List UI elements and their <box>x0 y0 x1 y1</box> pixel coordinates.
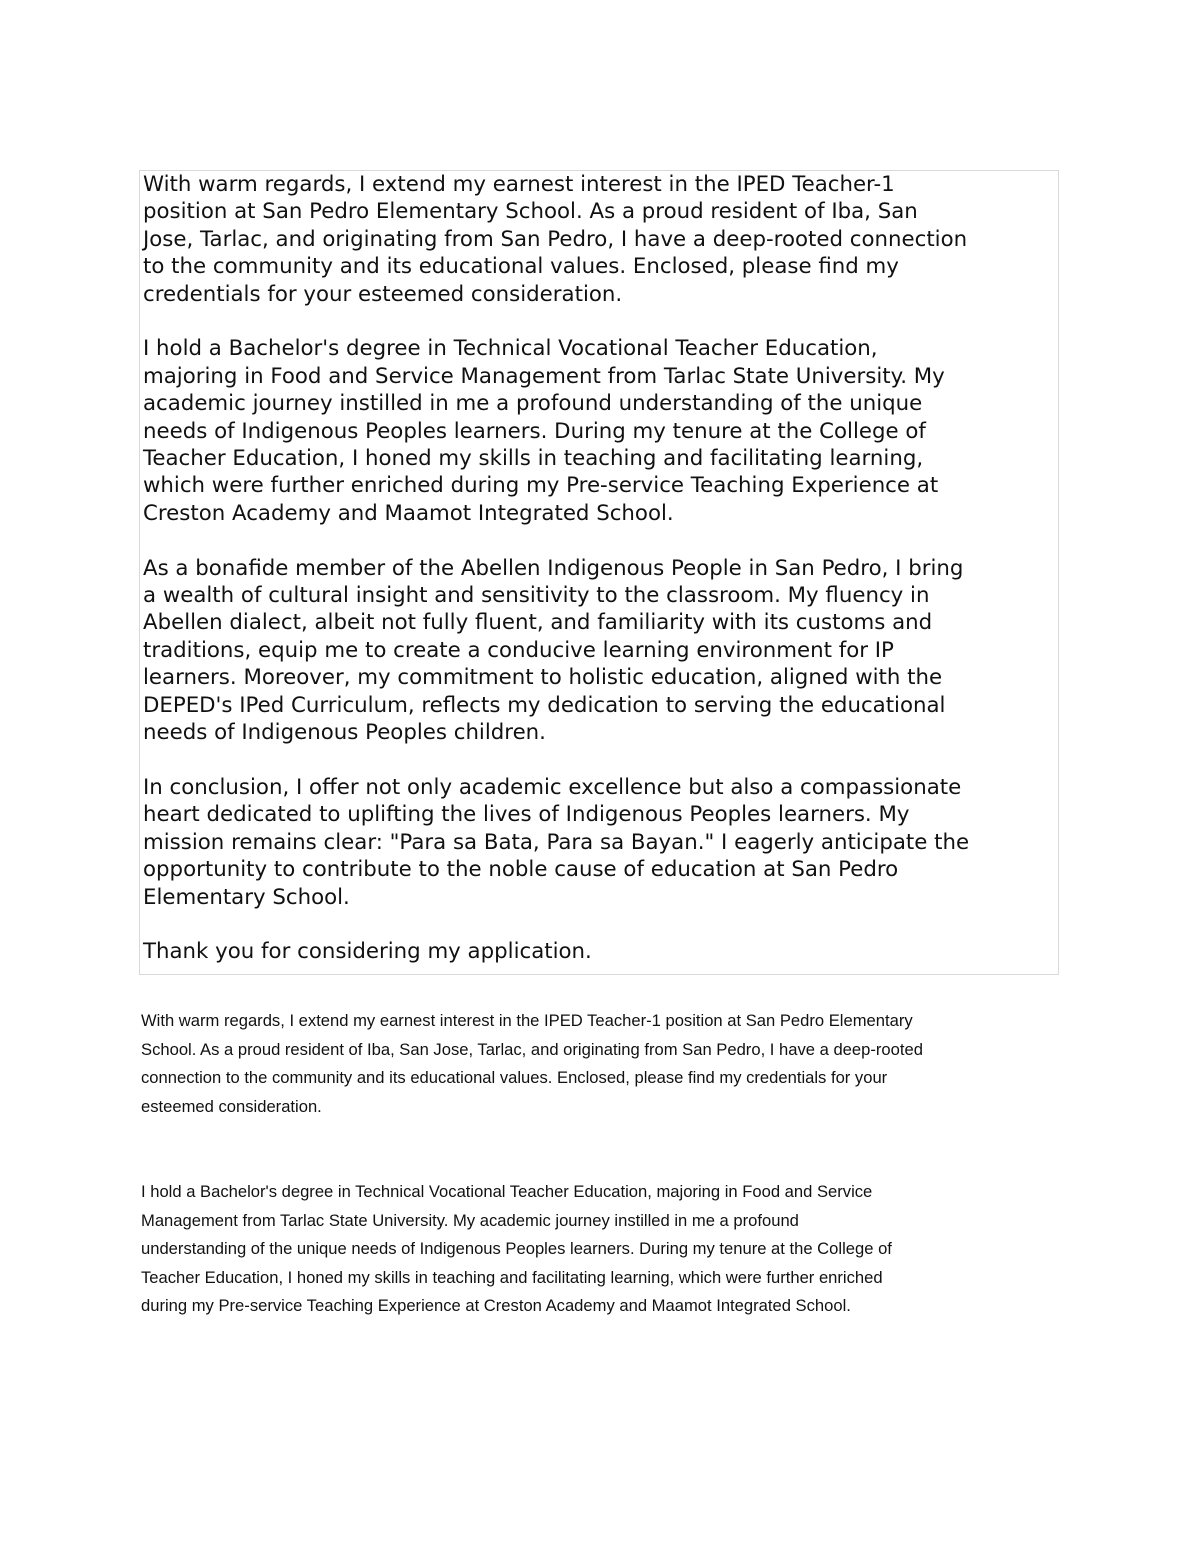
paragraph-introduction: With warm regards, I extend my earnest interest in the IPED Teacher-1 position at San Pedro Elementary School. As a proud resident of Iba, San Jose, Tarlac, and originating from San Pedro, I have a deep-rooted connection to the community and its educational values. Enclosed, please find my credentials for your esteemed consideration. <box>143 172 968 307</box>
body-paragraph-introduction: With warm regards, I extend my earnest interest in the IPED Teacher-1 position at San Pedro Elementary School. As a proud resident of Iba, San Jose, Tarlac, and originating from San Pedro, I have a deep-rooted connection to the community and its educational values. Enclosed, please find my credentials for your esteemed consideration. <box>141 1011 923 1116</box>
paragraph-conclusion: In conclusion, I offer not only academic excellence but also a compassionate heart dedicated to uplifting the lives of Indigenous Peoples learners. My mission remains clear: "Para sa Bata, Para sa Bayan." I eagerly anticipate the opportunity to contribute to the noble cause of education at San Pedro Elementary School. <box>143 774 970 910</box>
body-paragraph-education: I hold a Bachelor's degree in Technical Vocational Teacher Education, majoring in Food and Service Management from Tarlac State University. My academic journey instilled in me a profound understanding of the unique needs of Indigenous Peoples learners. During my tenure at the College of Teacher Education, I honed my skills in teaching and facilitating learning, which were further enriched during my Pre-service Teaching Experience at Creston Academy and Maamot Integrated School. <box>141 1182 892 1315</box>
cover-letter-text-box <box>139 170 1059 975</box>
paragraph-cultural-background: As a bonafide member of the Abellen Indigenous People in San Pedro, I bring a wealth of cultural insight and sensitivity to the classroom. My fluency in Abellen dialect, albeit not fully fluent, and familiarity with its customs and traditions, equip me to create a conducive learning environment for IP learners. Moreover, my commitment to holistic education, aligned with the DEPED's IPed Curriculum, reflects my dedication to serving the educational needs of Indigenous Peoples children. <box>143 555 964 746</box>
paragraph-thank-you: Thank you for considering my application. <box>143 939 592 965</box>
body-text-section <box>141 1007 1076 1321</box>
paragraph-education: I hold a Bachelor's degree in Technical Vocational Teacher Education, majoring in Food and Service Management from Tarlac State University. My academic journey instilled in me a profound understanding of the unique needs of Indigenous Peoples learners. During my tenure at the College of Teacher Education, I honed my skills in teaching and facilitating learning, which were further enriched during my Pre-service Teaching Experience at Creston Academy and Maamot Integrated School. <box>143 336 945 526</box>
